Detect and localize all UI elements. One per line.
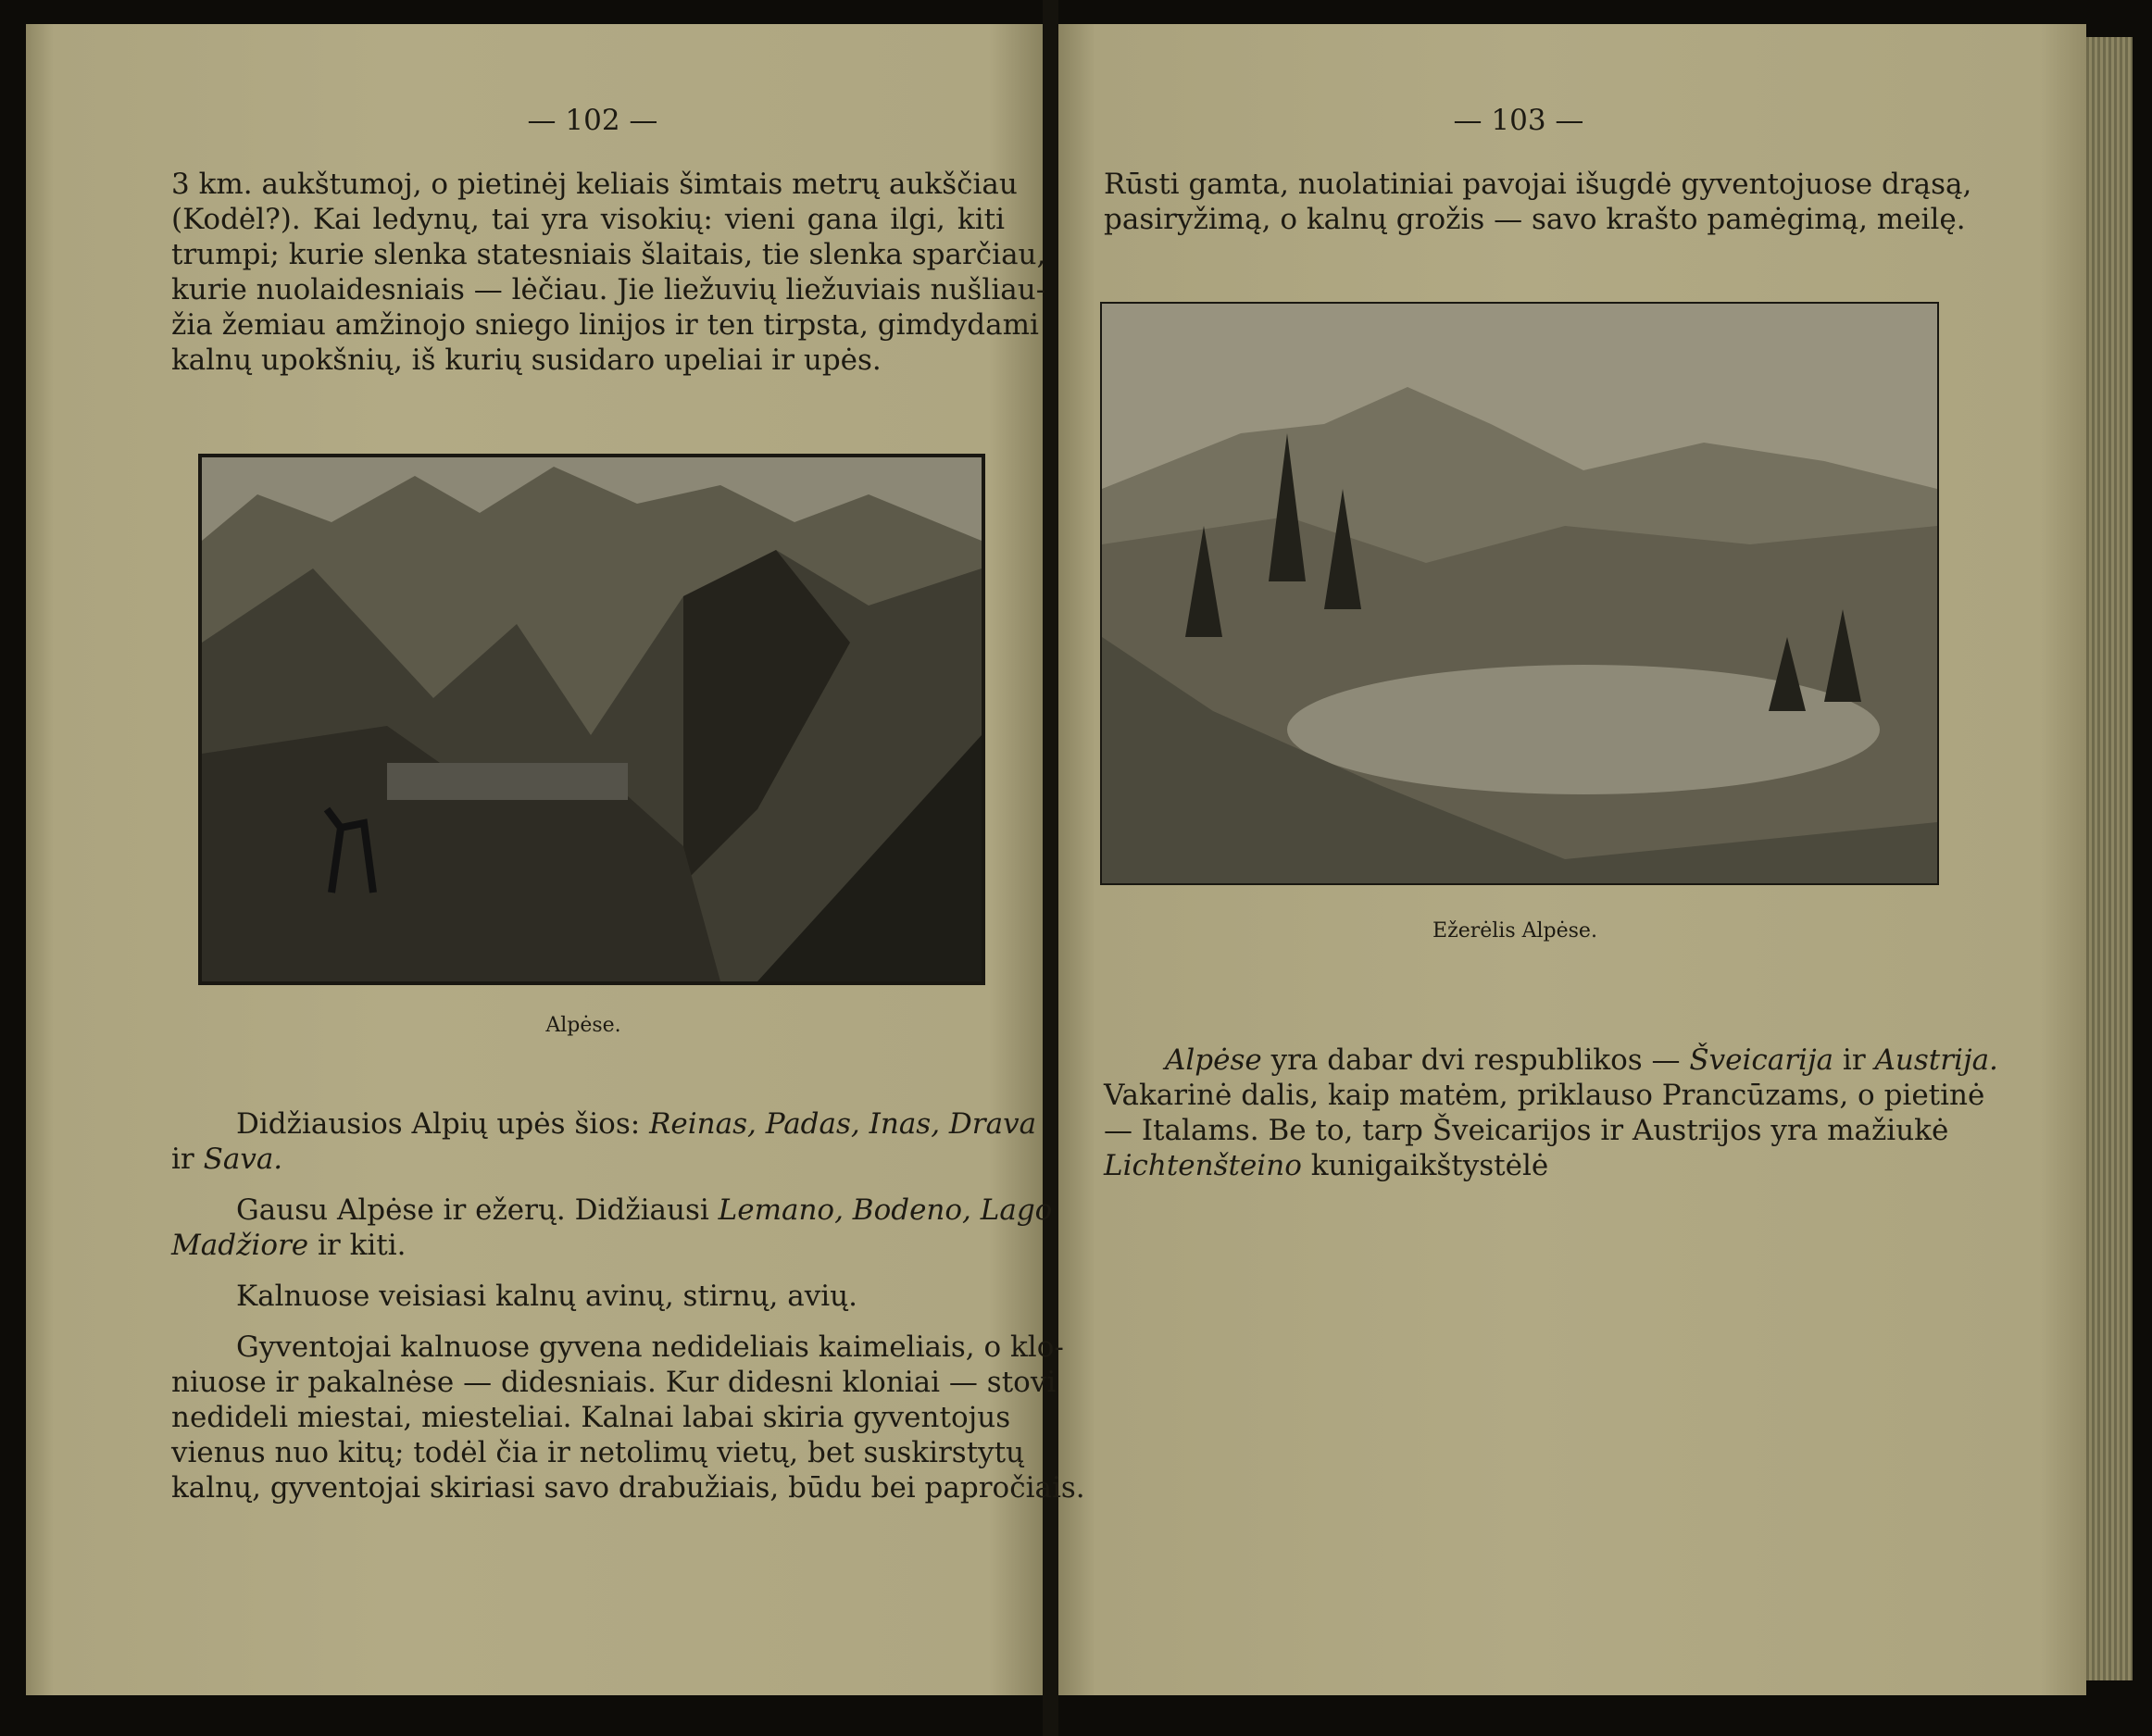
page-number-right: — 103 — [1453, 104, 1584, 137]
text-line [171, 1142, 1005, 1177]
text-segment: 3 km. aukštumoj, o pietinėj keliais šimtais metrų aukščiau [171, 168, 1018, 201]
text-segment: kurie nuolaidesniais — lėčiau. Jie liežuvių liežuviais nušliau- [171, 273, 1046, 306]
text-segment: (Kodėl?). Kai ledynų, tai yra visokių: vieni gana ilgi, kiti [171, 203, 1005, 236]
text-line [171, 1470, 1085, 1505]
text-line [1104, 1148, 1928, 1183]
italic-text: Austrija. [1874, 1043, 1998, 1077]
text-line [171, 237, 1046, 272]
text-segment: ir [1833, 1043, 1875, 1077]
text-segment: trumpi; kurie slenka statesniais šlaitais, tie slenka sparčiau, [171, 238, 1046, 271]
page-number-left: — 102 — [527, 104, 658, 137]
text-line [1104, 1078, 1985, 1113]
text-segment: Vakarinė dalis, kaip matėm, priklauso Prancūzams, o pietinė [1104, 1079, 1985, 1112]
text-line [171, 272, 1046, 307]
text-line [171, 1365, 1057, 1400]
page-edges [2086, 37, 2133, 1680]
text-segment: Kalnuose veisiasi kalnų avinų, stirnų, avių. [236, 1280, 857, 1313]
text-segment: Gausu Alpėse ir ežerų. Didžiausi [236, 1193, 719, 1227]
text-segment: kunigaikštystėlė [1301, 1149, 1549, 1182]
text-line [1104, 202, 1966, 237]
italic-text: Lemano, Bodeno, Lago [718, 1193, 1053, 1227]
text-line [171, 167, 1018, 202]
text-segment: nedideli miestai, miesteliai. Kalnai labai skiria gyventojus [171, 1401, 1011, 1434]
text-segment: kalnų upokšnių, iš kurių susidaro upeliai ir upės. [171, 343, 882, 377]
italic-text: Reinas, Padas, Inas, Drava [649, 1107, 1037, 1141]
text-line [171, 202, 1005, 237]
italic-text: Lichtenšteino [1104, 1149, 1302, 1182]
italic-text: Alpėse [1165, 1043, 1262, 1077]
text-line [171, 307, 1039, 343]
text-line [236, 1330, 1064, 1365]
italic-text: Madžiore [171, 1229, 309, 1262]
text-line [236, 1106, 1037, 1142]
text-segment: žia žemiau amžinojo sniego linijos ir ten tirpsta, gimdydami [171, 308, 1039, 342]
text-segment: Didžiausios Alpių upės šios: [236, 1107, 650, 1141]
italic-text: Šveicarija [1689, 1043, 1834, 1077]
text-segment: Rūsti gamta, nuolatiniai pavojai išugdė gyventojuose drąsą, [1104, 168, 1972, 201]
text-line [1104, 1113, 1949, 1148]
text-segment: niuose ir pakalnėse — didesniais. Kur didesni kloniai — stovi [171, 1366, 1057, 1399]
figure-caption-left: Alpėse. [545, 1014, 621, 1037]
text-line [171, 1435, 1025, 1470]
text-segment: vienus nuo kitų; todėl čia ir netolimų vietų, bet suskirstytų [171, 1436, 1025, 1469]
text-line [236, 1193, 1053, 1228]
text-segment: pasiryžimą, o kalnų grožis — savo krašto pamėgimą, meilę. [1104, 203, 1966, 236]
text-segment: ir kiti. [308, 1229, 407, 1262]
text-segment: — Italams. Be to, tarp Šveicarijos ir Austrijos yra mažiukė [1104, 1114, 1949, 1147]
text-line [171, 343, 1005, 378]
italic-text: Sava. [203, 1143, 283, 1176]
lake-illustration [1100, 302, 1939, 885]
text-segment: ir [171, 1143, 204, 1176]
text-line [1104, 167, 1972, 202]
text-line [236, 1279, 1005, 1314]
text-segment: Gyventojai kalnuose gyvena nedideliais kaimeliais, o klo- [236, 1330, 1064, 1364]
text-segment: kalnų, gyventojai skiriasi savo drabužiais, būdu bei papročiais. [171, 1471, 1085, 1505]
text-line [171, 1400, 1011, 1435]
alps-illustration [198, 454, 985, 985]
figure-caption-right: Ežerėlis Alpėse. [1433, 919, 1597, 943]
text-segment: yra dabar dvi respublikos — [1261, 1043, 1690, 1077]
text-line [171, 1228, 1005, 1263]
text-line [1165, 1043, 1998, 1078]
